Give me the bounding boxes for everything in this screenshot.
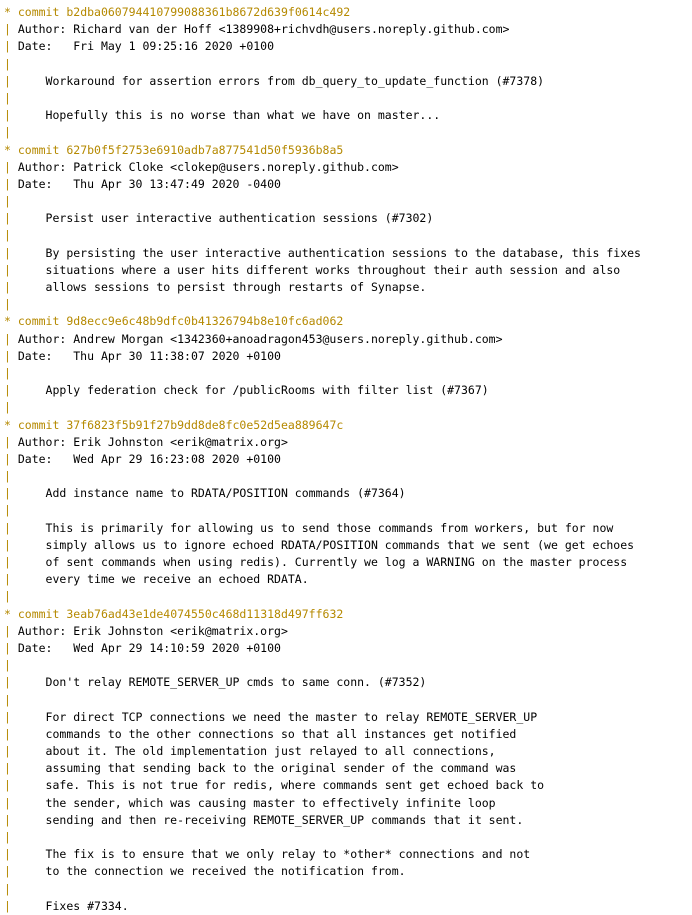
graph-edge-icon: |: [4, 280, 18, 294]
graph-edge-icon: |: [4, 640, 18, 655]
graph-edge-icon: |: [4, 555, 18, 569]
log-line: [0, 279, 692, 296]
commit-hash: 37f6823f5b91f27b9dd8de8fc0e52d5ea889647c: [66, 417, 344, 432]
log-line: [0, 743, 692, 760]
graph-edge-icon: |: [4, 881, 18, 896]
log-line: [0, 90, 692, 107]
commit-line: [0, 4, 692, 21]
commit-label: commit: [17, 314, 60, 329]
graph-edge-icon: |: [4, 658, 18, 673]
graph-edge-icon: |: [4, 761, 18, 776]
log-line: [0, 348, 692, 365]
graph-node-icon: *: [4, 314, 18, 329]
commit-hash: 9d8ecc9e6c48b9dfc0b41326794b8e10fc6ad062: [66, 314, 344, 329]
log-line: [0, 331, 692, 348]
graph-node-icon: *: [4, 5, 18, 19]
log-line: [0, 210, 692, 227]
log-line: [0, 73, 692, 90]
log-line: [0, 881, 692, 898]
commit-message-text: For direct TCP connections we need the master to relay REMOTE_SERVER_UP: [17, 709, 538, 724]
commit-meta-text: Author: Andrew Morgan <1342360+anoadragon453@users.noreply.github.com>: [17, 331, 503, 346]
log-line: [0, 124, 692, 141]
log-line: [0, 709, 692, 726]
commit-message-text: Add instance name to RDATA/POSITION commands (#7364): [17, 486, 406, 501]
log-line: [0, 176, 692, 193]
graph-edge-icon: |: [4, 589, 18, 604]
log-line: [0, 451, 692, 468]
commit-meta-text: Date: Fri May 1 09:25:16 2020 +0100: [17, 39, 275, 54]
commit-message-text: simply allows us to ignore echoed RDATA/POSITION commands that we sent (we get echoes: [17, 537, 635, 552]
log-line: [0, 795, 692, 812]
log-line: [0, 56, 692, 73]
commit-message-text: assuming that sending back to the original sender of the command was: [17, 761, 517, 776]
log-line: [0, 692, 692, 709]
graph-edge-icon: |: [4, 73, 18, 88]
commit-message-text: situations where a user hits different works throughout their auth session and also: [17, 262, 621, 277]
graph-edge-icon: |: [4, 434, 18, 449]
commit-meta-text: Author: Erik Johnston <erik@matrix.org>: [17, 623, 288, 638]
log-line: [0, 468, 692, 485]
graph-edge-icon: |: [4, 864, 18, 879]
log-line: [0, 640, 692, 657]
commit-meta-text: Date: Wed Apr 29 14:10:59 2020 +0100: [17, 640, 281, 655]
graph-edge-icon: |: [4, 176, 18, 191]
log-line: [0, 485, 692, 502]
log-line: [0, 726, 692, 743]
log-line: [0, 520, 692, 537]
log-line: [0, 846, 692, 863]
graph-edge-icon: |: [4, 898, 18, 913]
commit-line: [0, 142, 692, 159]
commit-meta-text: Date: Wed Apr 29 16:23:08 2020 +0100: [17, 451, 281, 466]
commit-label: commit: [17, 5, 60, 19]
graph-edge-icon: |: [4, 348, 18, 363]
log-line: [0, 863, 692, 880]
log-line: [0, 502, 692, 519]
commit-message-text: This is primarily for allowing us to send those commands from workers, but for now: [17, 520, 614, 535]
commit-meta-text: Author: Richard van der Hoff <1389908+richvdh@users.noreply.github.com>: [17, 22, 510, 37]
commit-message-text: Persist user interactive authentication sessions (#7302): [17, 211, 434, 226]
commit-message-text: The fix is to ensure that we only relay to *other* connections and not: [17, 847, 531, 862]
graph-edge-icon: |: [4, 537, 18, 552]
log-line: [0, 554, 692, 571]
log-line: [0, 898, 692, 915]
commit-message-text: to the connection we received the notification from.: [17, 864, 406, 879]
graph-edge-icon: |: [4, 503, 18, 518]
commit-hash: 3eab76ad43e1de4074550c468d11318d497ff632: [66, 606, 344, 621]
graph-edge-icon: |: [4, 830, 18, 844]
log-line: [0, 245, 692, 262]
commit-message-text: safe. This is not true for redis, where commands sent get echoed back to: [17, 778, 545, 793]
log-line: [0, 657, 692, 674]
commit-message-text: Hopefully this is no worse than what we have on master...: [17, 108, 441, 123]
graph-edge-icon: |: [4, 692, 18, 707]
log-line: [0, 38, 692, 55]
log-line: [0, 21, 692, 38]
graph-edge-icon: |: [4, 744, 18, 759]
commit-message-text: Fixes #7334.: [17, 898, 129, 913]
graph-edge-icon: |: [4, 795, 18, 810]
commit-meta-text: Date: Thu Apr 30 11:38:07 2020 +0100: [17, 348, 281, 363]
graph-edge-icon: |: [4, 108, 18, 123]
commit-message-text: Don't relay REMOTE_SERVER_UP cmds to same conn. (#7352): [17, 675, 427, 690]
graph-edge-icon: |: [4, 812, 18, 827]
graph-edge-icon: |: [4, 675, 18, 690]
graph-edge-icon: |: [4, 486, 18, 501]
commit-meta-text: Author: Erik Johnston <erik@matrix.org>: [17, 434, 288, 449]
graph-edge-icon: |: [4, 245, 18, 260]
graph-edge-icon: |: [4, 262, 18, 277]
graph-edge-icon: |: [4, 159, 18, 174]
graph-edge-icon: |: [4, 56, 18, 71]
log-line: [0, 382, 692, 399]
graph-edge-icon: |: [4, 469, 18, 484]
graph-edge-icon: |: [4, 572, 18, 587]
commit-message-text: about it. The old implementation just relayed to all connections,: [17, 744, 496, 759]
commit-line: [0, 417, 692, 434]
commit-meta-text: Author: Patrick Cloke <clokep@users.noreply.github.com>: [17, 159, 399, 174]
log-line: [0, 760, 692, 777]
log-line: [0, 365, 692, 382]
graph-edge-icon: |: [4, 211, 18, 226]
commit-message-text: every time we receive an echoed RDATA.: [17, 572, 309, 587]
graph-node-icon: *: [4, 417, 18, 432]
commit-line: [0, 313, 692, 330]
log-line: [0, 777, 692, 794]
commit-message-text: the sender, which was causing master to effectively infinite loop: [17, 795, 496, 810]
graph-edge-icon: |: [4, 847, 18, 862]
commit-hash: b2dba060794410799088361b8672d639f0614c492: [66, 5, 351, 19]
graph-edge-icon: |: [4, 623, 18, 638]
graph-node-icon: *: [4, 606, 18, 621]
log-line: [0, 537, 692, 554]
graph-edge-icon: |: [4, 365, 18, 380]
log-line: [0, 829, 692, 846]
commit-message-text: By persisting the user interactive authentication sessions to the database, this fixes: [17, 245, 641, 260]
graph-edge-icon: |: [4, 400, 18, 415]
log-line: [0, 399, 692, 416]
commit-message-text: commands to the other connections so that all instances get notified: [17, 726, 517, 741]
log-line: [0, 812, 692, 829]
log-line: [0, 159, 692, 176]
log-line: [0, 193, 692, 210]
log-line: [0, 588, 692, 605]
commit-label: commit: [17, 417, 60, 432]
commit-message-text: Workaround for assertion errors from db_query_to_update_function (#7378): [17, 73, 545, 88]
log-line: [0, 623, 692, 640]
graph-edge-icon: |: [4, 125, 18, 140]
graph-edge-icon: |: [4, 194, 18, 209]
commit-message-text: allows sessions to persist through restarts of Synapse.: [17, 280, 427, 294]
log-line: [0, 107, 692, 124]
graph-edge-icon: |: [4, 90, 18, 105]
graph-edge-icon: |: [4, 228, 18, 243]
graph-edge-icon: |: [4, 331, 18, 346]
graph-edge-icon: |: [4, 726, 18, 741]
log-line: [0, 296, 692, 313]
graph-edge-icon: |: [4, 22, 18, 37]
commit-meta-text: Date: Thu Apr 30 13:47:49 2020 -0400: [17, 176, 281, 191]
graph-edge-icon: |: [4, 383, 18, 398]
commit-message-text: Apply federation check for /publicRooms with filter list (#7367): [17, 383, 489, 398]
commit-hash: 627b0f5f2753e6910adb7a877541d50f5936b8a5: [66, 142, 344, 157]
graph-edge-icon: |: [4, 451, 18, 466]
graph-node-icon: *: [4, 142, 18, 157]
log-line: [0, 227, 692, 244]
log-line: [0, 674, 692, 691]
commit-line: [0, 606, 692, 623]
log-line: [0, 262, 692, 279]
commit-message-text: of sent commands when using redis). Currently we log a WARNING on the master process: [17, 555, 628, 569]
commit-label: commit: [17, 606, 60, 621]
graph-edge-icon: |: [4, 520, 18, 535]
graph-edge-icon: |: [4, 709, 18, 724]
log-line: [0, 434, 692, 451]
graph-edge-icon: |: [4, 39, 18, 54]
log-line: [0, 571, 692, 588]
graph-edge-icon: |: [4, 778, 18, 793]
graph-edge-icon: |: [4, 297, 18, 312]
commit-label: commit: [17, 142, 60, 157]
commit-message-text: sending and then re-receiving REMOTE_SERVER_UP commands that it sent.: [17, 812, 524, 827]
